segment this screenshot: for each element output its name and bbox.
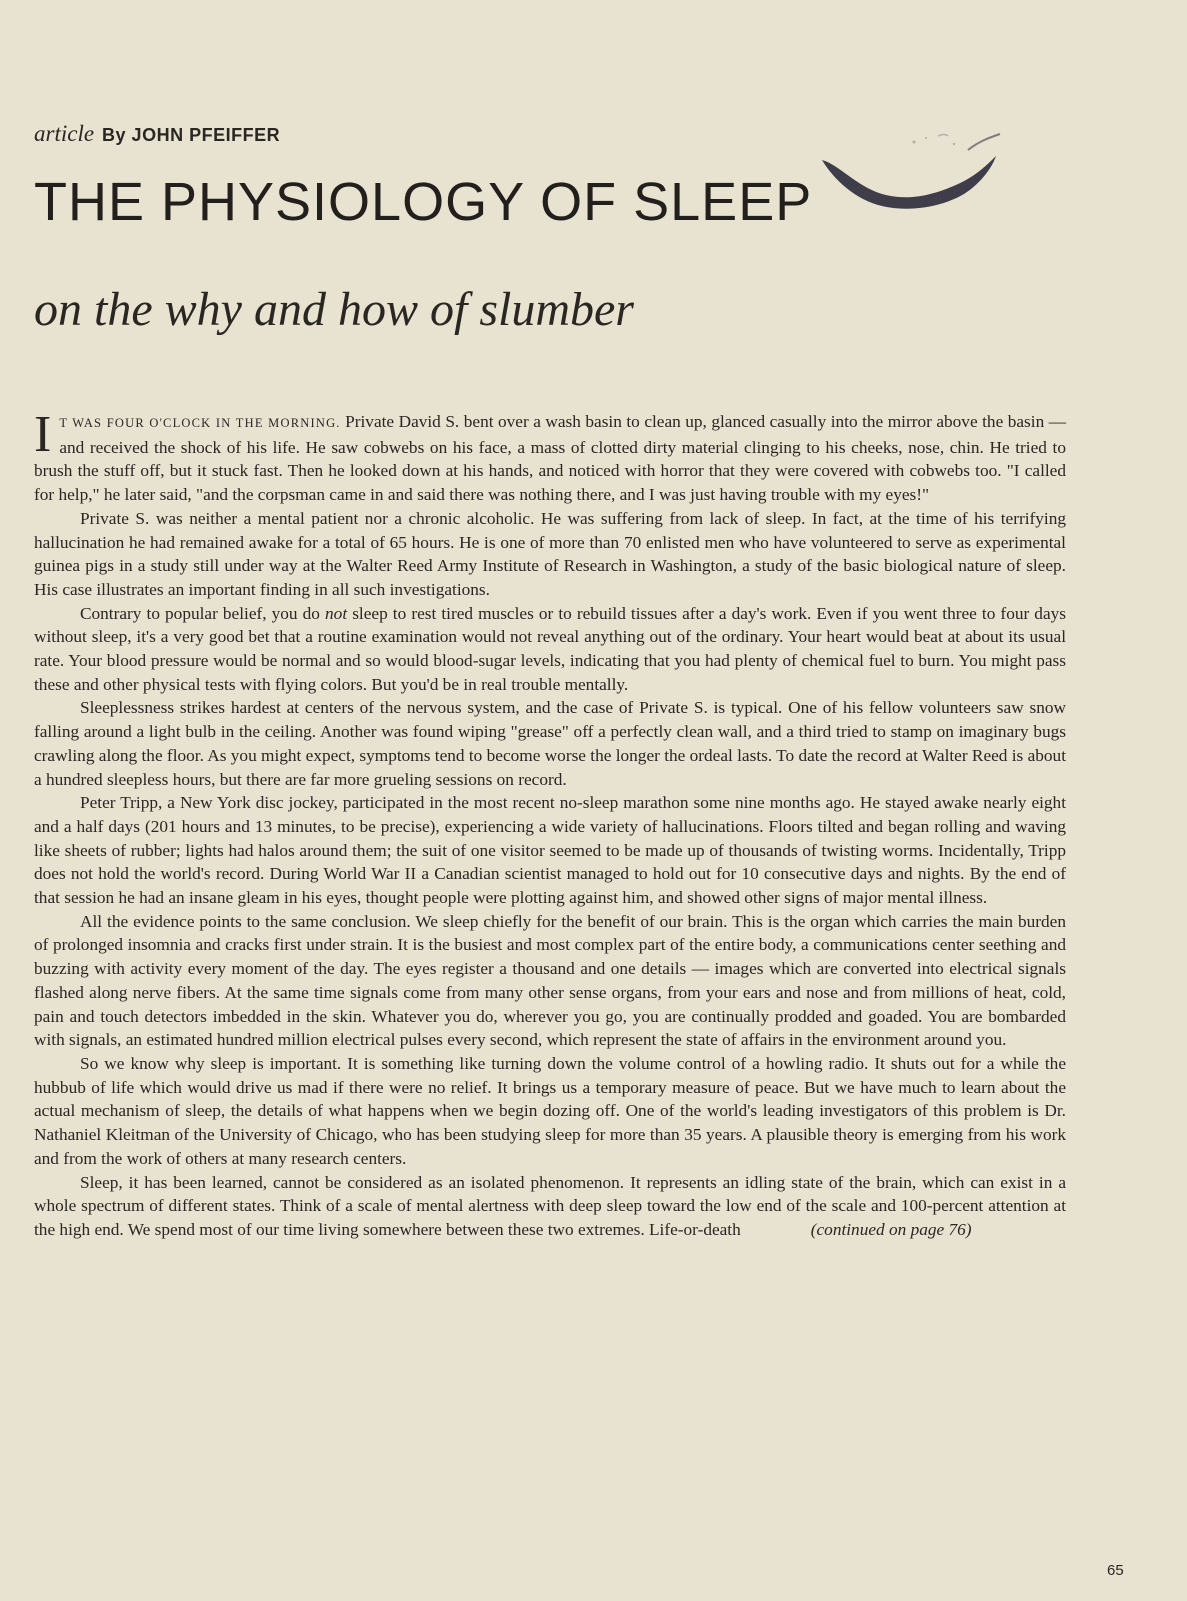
byline: By JOHN PFEIFFER <box>102 125 281 145</box>
paragraph: So we know why sleep is important. It is something like turning down the volume control of a howling radio. It shuts out for a while the hubbub of life which would drive us mad if there were no relief. It brings us a temporary measure of peace. But we have much to learn about the actual mechanism of sleep, the details of what happens when we begin dozing off. One of the world's leading investigators of this problem is Dr. Nathaniel Kleitman of the University of Chicago, who has been studying sleep for more than 35 years. A plausible theory is emerging from his work and from the work of others at many research centers. <box>34 1053 1066 1168</box>
lead-in: T WAS FOUR O'CLOCK IN THE MORNING. <box>59 416 341 430</box>
article-kicker <box>34 120 280 149</box>
page-number: 65 <box>1107 1562 1124 1579</box>
article-body <box>34 406 1066 1242</box>
paragraph: Peter Tripp, a New York disc jockey, participated in the most recent no-sleep marathon some nine months ago. He stayed awake nearly eight and a half days (201 hours and 13 minutes, to be precise), experiencing a wide variety of hallucinations. Floors tilted and began rolling and waving like sheets of rubber; lights had halos around them; the suit of one visitor seemed to be made up of thousands of twisting worms. Incidentally, Tripp does not hold the world's record. During World War II a Canadian scientist managed to hold out for 10 consecutive days and nights. By the end of that session he had an insane gleam in his eyes, thought people were plotting against him, and showed other signs of major mental illness. <box>34 793 1066 908</box>
paragraph: Sleeplessness strikes hardest at centers of the nervous system, and the case of Private S. is typical. One of his fellow volunteers saw snow falling around a light bulb in the ceiling. Another was found wiping "grease" off a perfectly clean wall, and a third tried to stamp on imaginary bugs crawling along the floor. As you might expect, symptoms tend to become worse the longer the ordeal lasts. To date the record at Walter Reed is about a hundred sleepless hours, but there are far more grueling sessions on record. <box>34 698 1066 789</box>
drop-cap: I <box>34 406 52 463</box>
paragraph: I T WAS FOUR O'CLOCK IN THE MORNING. Private David S. bent over a wash basin to clean up, glanced casually into the mirror above the basin — and received the shock of his life. He saw cobwebs on his face, a mass of clotted dirty material clinging to his cheeks, nose, chin. He tried to brush the stuff off, but it stuck fast. Then he looked down at his hands, and noticed with horror that they were covered with cobwebs too. "I called for help," he later said, "and the corpsman came in and said there was nothing there, and I was just having trouble with my eyes!" <box>34 406 1066 505</box>
brush-stroke-illustration <box>818 128 1014 228</box>
paragraph: All the evidence points to the same conclusion. We sleep chiefly for the benefit of our brain. This is the organ which carries the main burden of prolonged insomnia and cracks first under strain. It is the busiest and most complex part of the entire body, a communications center seething and buzzing with activity every moment of the day. The eyes register a thousand and one details — images which are converted into electrical signals flashed along nerve fibers. At the same time signals come from many other sense organs, from your ears and nose and from millions of heat, cold, pain and touch detectors imbedded in the skin. Whatever you do, wherever you go, you are continually prodded and goaded. You are bombarded with signals, an estimated hundred million electrical pulses every second, which represent the state of affairs in the environment around you. <box>34 911 1066 1050</box>
continued-note: (continued on page 76) <box>810 1219 972 1239</box>
article-title: THE PHYSIOLOGY OF SLEEP <box>34 172 813 232</box>
emphasis: not <box>325 603 348 623</box>
paragraph: Private S. was neither a mental patient nor a chronic alcoholic. He was suffering from lack of sleep. In fact, at the time of his terrifying hallucination he had remained awake for a total of 65 hours. He is one of more than 70 enlisted men who have volunteered to serve as experimental guinea pigs in a study still under way at the Walter Reed Army Institute of Research in Washington, a study of the basic biological nature of sleep. His case illustrates an important finding in all such investigations. <box>34 508 1066 599</box>
article-subtitle: on the why and how of slumber <box>34 283 634 336</box>
paragraph: Sleep, it has been learned, cannot be considered as an isolated phenomenon. It represents an idling state of the brain, which can exist in a whole spectrum of different states. Think of a scale of mental alertness with deep sleep toward the low end of the scale and 100-percent attention at the high end. We spend most of our time living somewhere between these two extremes. Life-or-death (continued on page 76) <box>34 1172 1066 1239</box>
paragraph: Contrary to popular belief, you do not sleep to rest tired muscles or to rebuild tissues after a day's work. Even if you went three to four days without sleep, it's a very good bet that a routine examination would not reveal anything out of the ordinary. Your heart would beat at about its usual rate. Your blood pressure would be normal and so would blood-sugar levels, indicating that you had plenty of chemical fuel to burn. You might pass these and other physical tests with flying colors. But you'd be in real trouble mentally. <box>34 603 1066 694</box>
section-label: article <box>34 121 95 146</box>
